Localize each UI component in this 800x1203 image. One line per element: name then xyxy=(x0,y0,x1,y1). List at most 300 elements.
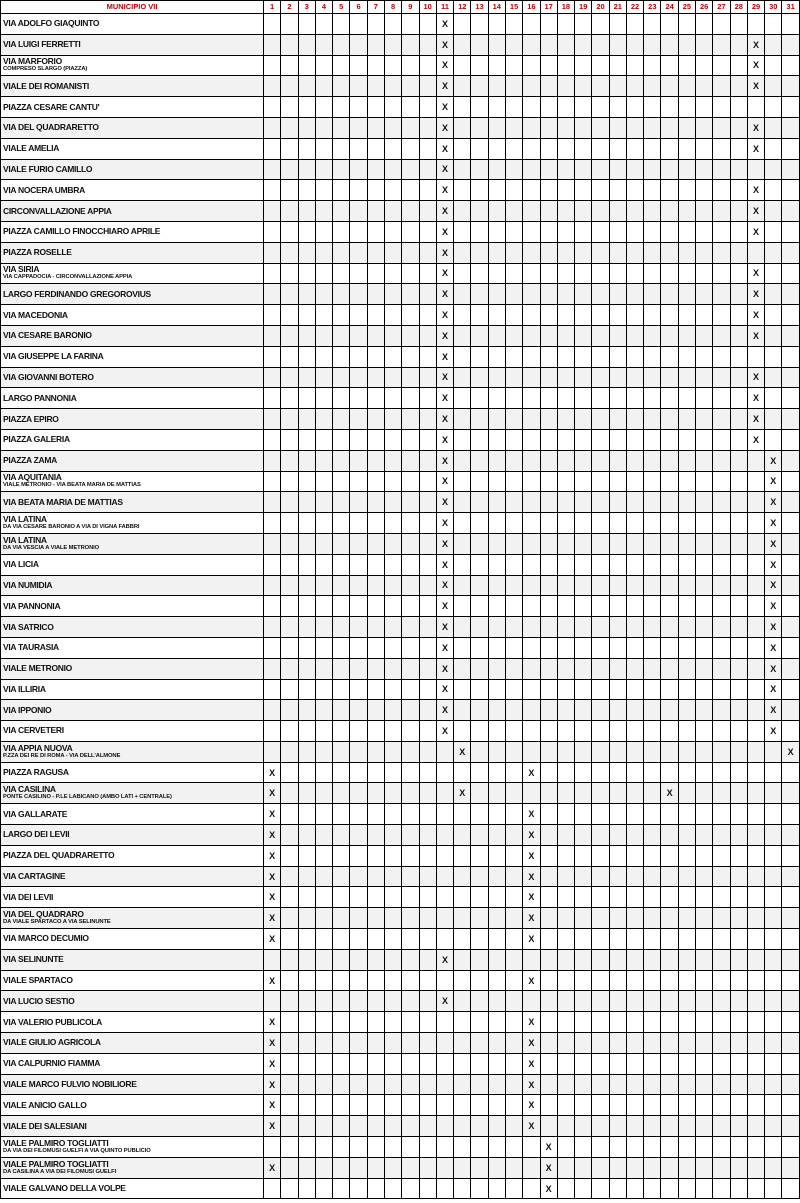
day-cell-11 xyxy=(436,1137,453,1158)
table-row xyxy=(1,866,800,887)
street-segment-note: DA VIALE SPARTACO A VIA SELINUNTE xyxy=(3,919,111,926)
day-cell-6 xyxy=(350,388,367,409)
day-cell-14 xyxy=(488,721,505,742)
day-cell-7 xyxy=(367,804,384,825)
table-row xyxy=(1,97,800,118)
day-cell-20 xyxy=(592,305,609,326)
scheduled-mark: X xyxy=(264,845,281,866)
day-cell-12 xyxy=(454,221,471,242)
day-cell-31 xyxy=(782,346,799,367)
street-name-cell xyxy=(1,575,264,596)
day-cell-13 xyxy=(471,1116,488,1137)
day-cell-2 xyxy=(281,825,298,846)
day-cell-3 xyxy=(298,346,315,367)
table-row xyxy=(1,554,800,575)
day-cell-7 xyxy=(367,991,384,1012)
day-cell-18 xyxy=(557,76,574,97)
day-cell-1 xyxy=(264,284,281,305)
day-cell-20 xyxy=(592,970,609,991)
day-cell-23 xyxy=(644,513,661,534)
day-cell-1 xyxy=(264,117,281,138)
day-cell-18 xyxy=(557,658,574,679)
street-name: VIA LATINA xyxy=(3,534,47,545)
day-cell-16 xyxy=(523,450,540,471)
day-cell-13 xyxy=(471,991,488,1012)
day-cell-7 xyxy=(367,138,384,159)
day-cell-28 xyxy=(730,14,747,35)
day-cell-30 xyxy=(765,1012,782,1033)
day-cell-4 xyxy=(315,159,332,180)
day-cell-15 xyxy=(505,1116,522,1137)
municipio-title: MUNICIPIO VII xyxy=(1,1,264,14)
day-cell-6 xyxy=(350,284,367,305)
day-cell-14 xyxy=(488,804,505,825)
scheduled-mark: X xyxy=(747,325,764,346)
day-cell-25 xyxy=(678,845,695,866)
day-cell-23 xyxy=(644,221,661,242)
day-cell-3 xyxy=(298,492,315,513)
day-cell-12 xyxy=(454,138,471,159)
day-cell-2 xyxy=(281,284,298,305)
day-header-17: 17 xyxy=(540,1,557,14)
scheduled-mark: X xyxy=(747,429,764,450)
day-cell-3 xyxy=(298,409,315,430)
day-header-16: 16 xyxy=(523,1,540,14)
day-cell-22 xyxy=(626,201,643,222)
day-cell-21 xyxy=(609,97,626,118)
day-cell-12 xyxy=(454,1053,471,1074)
day-cell-18 xyxy=(557,866,574,887)
day-cell-9 xyxy=(402,575,419,596)
day-cell-27 xyxy=(713,783,730,804)
day-cell-14 xyxy=(488,409,505,430)
day-cell-20 xyxy=(592,908,609,929)
day-cell-21 xyxy=(609,741,626,762)
day-cell-31 xyxy=(782,1178,799,1199)
day-header-4: 4 xyxy=(315,1,332,14)
day-cell-25 xyxy=(678,284,695,305)
day-cell-25 xyxy=(678,76,695,97)
day-cell-22 xyxy=(626,908,643,929)
day-cell-12 xyxy=(454,554,471,575)
day-cell-28 xyxy=(730,1157,747,1178)
scheduled-mark: X xyxy=(436,388,453,409)
day-cell-31 xyxy=(782,1012,799,1033)
day-cell-20 xyxy=(592,741,609,762)
day-cell-21 xyxy=(609,700,626,721)
day-cell-7 xyxy=(367,388,384,409)
day-cell-21 xyxy=(609,55,626,76)
day-cell-17 xyxy=(540,76,557,97)
day-cell-20 xyxy=(592,346,609,367)
day-cell-8 xyxy=(384,991,401,1012)
day-cell-2 xyxy=(281,242,298,263)
day-cell-29 xyxy=(747,97,764,118)
day-cell-9 xyxy=(402,325,419,346)
day-cell-17 xyxy=(540,409,557,430)
day-cell-7 xyxy=(367,783,384,804)
day-cell-30 xyxy=(765,201,782,222)
day-header-22: 22 xyxy=(626,1,643,14)
day-cell-29 xyxy=(747,1012,764,1033)
day-cell-28 xyxy=(730,388,747,409)
day-cell-11 xyxy=(436,1033,453,1054)
day-cell-29 xyxy=(747,471,764,492)
day-cell-28 xyxy=(730,949,747,970)
table-row xyxy=(1,991,800,1012)
day-cell-5 xyxy=(333,305,350,326)
day-header-23: 23 xyxy=(644,1,661,14)
day-cell-5 xyxy=(333,513,350,534)
day-cell-23 xyxy=(644,741,661,762)
day-cell-30 xyxy=(765,825,782,846)
scheduled-mark: X xyxy=(436,242,453,263)
scheduled-mark: X xyxy=(436,305,453,326)
day-cell-14 xyxy=(488,159,505,180)
day-cell-23 xyxy=(644,783,661,804)
day-header-11: 11 xyxy=(436,1,453,14)
day-cell-28 xyxy=(730,242,747,263)
day-cell-10 xyxy=(419,492,436,513)
day-cell-21 xyxy=(609,138,626,159)
street-name: VIALE AMELIA xyxy=(3,143,60,154)
day-cell-5 xyxy=(333,783,350,804)
day-header-24: 24 xyxy=(661,1,678,14)
scheduled-mark: X xyxy=(523,1095,540,1116)
day-cell-5 xyxy=(333,804,350,825)
street-name-cell xyxy=(1,845,264,866)
street-name: VIALE GALVANO DELLA VOLPE xyxy=(3,1183,126,1194)
day-cell-26 xyxy=(696,409,713,430)
day-cell-24 xyxy=(661,346,678,367)
day-cell-11 xyxy=(436,1053,453,1074)
day-cell-20 xyxy=(592,1033,609,1054)
day-cell-18 xyxy=(557,388,574,409)
day-cell-23 xyxy=(644,1178,661,1199)
day-cell-1 xyxy=(264,617,281,638)
day-cell-25 xyxy=(678,887,695,908)
day-cell-6 xyxy=(350,242,367,263)
day-cell-1 xyxy=(264,596,281,617)
day-cell-20 xyxy=(592,804,609,825)
day-cell-13 xyxy=(471,34,488,55)
day-cell-21 xyxy=(609,180,626,201)
day-cell-26 xyxy=(696,221,713,242)
day-cell-28 xyxy=(730,575,747,596)
day-cell-5 xyxy=(333,617,350,638)
day-header-31: 31 xyxy=(782,1,799,14)
day-cell-2 xyxy=(281,450,298,471)
day-cell-15 xyxy=(505,908,522,929)
street-name: VIA LUIGI FERRETTI xyxy=(3,39,81,50)
day-cell-23 xyxy=(644,284,661,305)
day-cell-26 xyxy=(696,554,713,575)
day-cell-7 xyxy=(367,845,384,866)
day-cell-1 xyxy=(264,679,281,700)
day-cell-9 xyxy=(402,949,419,970)
day-cell-15 xyxy=(505,263,522,284)
day-cell-30 xyxy=(765,991,782,1012)
day-cell-21 xyxy=(609,991,626,1012)
day-cell-22 xyxy=(626,471,643,492)
street-name-cell xyxy=(1,991,264,1012)
day-cell-1 xyxy=(264,1137,281,1158)
day-cell-4 xyxy=(315,575,332,596)
day-cell-9 xyxy=(402,76,419,97)
day-cell-14 xyxy=(488,201,505,222)
day-cell-20 xyxy=(592,887,609,908)
day-cell-30 xyxy=(765,34,782,55)
day-cell-9 xyxy=(402,845,419,866)
day-cell-4 xyxy=(315,804,332,825)
day-cell-31 xyxy=(782,55,799,76)
street-name-cell xyxy=(1,14,264,35)
day-cell-10 xyxy=(419,700,436,721)
day-cell-18 xyxy=(557,929,574,950)
day-cell-18 xyxy=(557,991,574,1012)
day-cell-6 xyxy=(350,908,367,929)
day-cell-16 xyxy=(523,596,540,617)
street-name-cell xyxy=(1,1095,264,1116)
day-cell-7 xyxy=(367,908,384,929)
day-cell-24 xyxy=(661,700,678,721)
day-cell-24 xyxy=(661,596,678,617)
day-cell-5 xyxy=(333,263,350,284)
day-cell-2 xyxy=(281,429,298,450)
day-cell-4 xyxy=(315,991,332,1012)
day-cell-29 xyxy=(747,825,764,846)
day-cell-29 xyxy=(747,658,764,679)
day-cell-23 xyxy=(644,34,661,55)
street-name: VIA CASILINA xyxy=(3,784,56,795)
day-cell-22 xyxy=(626,14,643,35)
day-header-19: 19 xyxy=(575,1,592,14)
street-name: VIA CESARE BARONIO xyxy=(3,330,92,341)
day-cell-18 xyxy=(557,783,574,804)
day-cell-23 xyxy=(644,1012,661,1033)
day-cell-26 xyxy=(696,492,713,513)
day-cell-23 xyxy=(644,1116,661,1137)
day-cell-8 xyxy=(384,721,401,742)
day-cell-21 xyxy=(609,1074,626,1095)
day-cell-10 xyxy=(419,783,436,804)
scheduled-mark: X xyxy=(436,429,453,450)
day-cell-30 xyxy=(765,845,782,866)
day-cell-10 xyxy=(419,1157,436,1178)
day-cell-5 xyxy=(333,762,350,783)
day-cell-27 xyxy=(713,1095,730,1116)
day-cell-1 xyxy=(264,741,281,762)
day-cell-7 xyxy=(367,970,384,991)
day-cell-15 xyxy=(505,284,522,305)
day-cell-21 xyxy=(609,637,626,658)
day-cell-22 xyxy=(626,513,643,534)
day-cell-30 xyxy=(765,221,782,242)
day-cell-29 xyxy=(747,575,764,596)
scheduled-mark: X xyxy=(523,970,540,991)
day-cell-27 xyxy=(713,76,730,97)
table-row xyxy=(1,658,800,679)
street-name: VIA MACEDONIA xyxy=(3,309,68,320)
day-cell-15 xyxy=(505,221,522,242)
day-cell-24 xyxy=(661,1178,678,1199)
day-cell-5 xyxy=(333,346,350,367)
day-cell-3 xyxy=(298,949,315,970)
day-cell-19 xyxy=(575,1095,592,1116)
day-cell-29 xyxy=(747,845,764,866)
day-cell-21 xyxy=(609,76,626,97)
day-cell-7 xyxy=(367,180,384,201)
day-cell-1 xyxy=(264,658,281,679)
day-cell-9 xyxy=(402,658,419,679)
day-cell-2 xyxy=(281,1053,298,1074)
day-cell-1 xyxy=(264,700,281,721)
day-cell-8 xyxy=(384,554,401,575)
day-cell-1 xyxy=(264,325,281,346)
day-cell-12 xyxy=(454,949,471,970)
street-segment-note: P.ZZA DEI RE DI ROMA - VIA DELL'ALMONE xyxy=(3,752,121,759)
street-name-cell xyxy=(1,388,264,409)
day-cell-10 xyxy=(419,908,436,929)
day-cell-26 xyxy=(696,949,713,970)
scheduled-mark: X xyxy=(523,1012,540,1033)
day-cell-28 xyxy=(730,97,747,118)
day-cell-4 xyxy=(315,929,332,950)
day-cell-4 xyxy=(315,700,332,721)
day-cell-25 xyxy=(678,970,695,991)
day-cell-25 xyxy=(678,1074,695,1095)
day-cell-10 xyxy=(419,1178,436,1199)
day-cell-19 xyxy=(575,1033,592,1054)
day-cell-23 xyxy=(644,138,661,159)
day-cell-2 xyxy=(281,1178,298,1199)
day-cell-18 xyxy=(557,180,574,201)
day-cell-4 xyxy=(315,180,332,201)
day-cell-31 xyxy=(782,1074,799,1095)
street-name: VIALE FURIO CAMILLO xyxy=(3,163,93,174)
day-cell-29 xyxy=(747,450,764,471)
day-cell-4 xyxy=(315,325,332,346)
day-cell-13 xyxy=(471,658,488,679)
day-cell-6 xyxy=(350,575,367,596)
day-cell-8 xyxy=(384,55,401,76)
day-cell-27 xyxy=(713,242,730,263)
day-cell-30 xyxy=(765,1053,782,1074)
day-cell-13 xyxy=(471,887,488,908)
day-cell-24 xyxy=(661,1157,678,1178)
scheduled-mark: X xyxy=(747,388,764,409)
day-cell-10 xyxy=(419,325,436,346)
day-cell-27 xyxy=(713,1116,730,1137)
scheduled-mark: X xyxy=(782,741,799,762)
day-cell-27 xyxy=(713,117,730,138)
day-cell-23 xyxy=(644,575,661,596)
day-cell-8 xyxy=(384,1116,401,1137)
day-cell-23 xyxy=(644,825,661,846)
day-cell-7 xyxy=(367,55,384,76)
day-cell-14 xyxy=(488,388,505,409)
day-cell-25 xyxy=(678,346,695,367)
day-cell-22 xyxy=(626,741,643,762)
table-row xyxy=(1,1053,800,1074)
day-cell-21 xyxy=(609,617,626,638)
day-cell-11 xyxy=(436,866,453,887)
street-name: VIALE MARCO FULVIO NOBILIORE xyxy=(3,1079,137,1090)
scheduled-mark: X xyxy=(540,1137,557,1158)
day-cell-20 xyxy=(592,554,609,575)
day-cell-10 xyxy=(419,388,436,409)
day-cell-3 xyxy=(298,138,315,159)
day-cell-30 xyxy=(765,409,782,430)
day-cell-6 xyxy=(350,76,367,97)
street-name-cell xyxy=(1,1157,264,1178)
day-cell-28 xyxy=(730,367,747,388)
day-cell-27 xyxy=(713,700,730,721)
day-cell-28 xyxy=(730,471,747,492)
street-name: VIALE PALMIRO TOGLIATTI xyxy=(3,1137,109,1148)
day-cell-5 xyxy=(333,34,350,55)
day-cell-31 xyxy=(782,533,799,554)
day-cell-19 xyxy=(575,1074,592,1095)
day-cell-6 xyxy=(350,138,367,159)
table-row xyxy=(1,55,800,76)
day-cell-22 xyxy=(626,55,643,76)
day-cell-22 xyxy=(626,679,643,700)
scheduled-mark: X xyxy=(436,991,453,1012)
day-cell-13 xyxy=(471,575,488,596)
day-cell-18 xyxy=(557,1116,574,1137)
day-cell-3 xyxy=(298,429,315,450)
day-cell-14 xyxy=(488,346,505,367)
day-cell-25 xyxy=(678,825,695,846)
day-cell-12 xyxy=(454,429,471,450)
day-cell-4 xyxy=(315,1012,332,1033)
street-name-cell xyxy=(1,533,264,554)
day-cell-24 xyxy=(661,533,678,554)
day-cell-18 xyxy=(557,409,574,430)
day-cell-23 xyxy=(644,596,661,617)
day-cell-23 xyxy=(644,1033,661,1054)
day-cell-26 xyxy=(696,679,713,700)
day-cell-13 xyxy=(471,117,488,138)
day-cell-17 xyxy=(540,221,557,242)
day-header-13: 13 xyxy=(471,1,488,14)
day-cell-4 xyxy=(315,617,332,638)
day-cell-20 xyxy=(592,180,609,201)
day-cell-19 xyxy=(575,346,592,367)
day-cell-6 xyxy=(350,1157,367,1178)
day-cell-8 xyxy=(384,14,401,35)
day-cell-13 xyxy=(471,845,488,866)
day-cell-20 xyxy=(592,617,609,638)
table-row xyxy=(1,970,800,991)
day-cell-20 xyxy=(592,762,609,783)
day-cell-4 xyxy=(315,845,332,866)
day-cell-8 xyxy=(384,887,401,908)
day-cell-9 xyxy=(402,1178,419,1199)
day-cell-4 xyxy=(315,14,332,35)
day-cell-26 xyxy=(696,637,713,658)
street-name-cell xyxy=(1,97,264,118)
day-cell-18 xyxy=(557,845,574,866)
day-cell-29 xyxy=(747,970,764,991)
street-name-cell xyxy=(1,700,264,721)
day-cell-23 xyxy=(644,429,661,450)
day-cell-21 xyxy=(609,305,626,326)
day-cell-14 xyxy=(488,117,505,138)
table-row xyxy=(1,305,800,326)
day-cell-26 xyxy=(696,825,713,846)
